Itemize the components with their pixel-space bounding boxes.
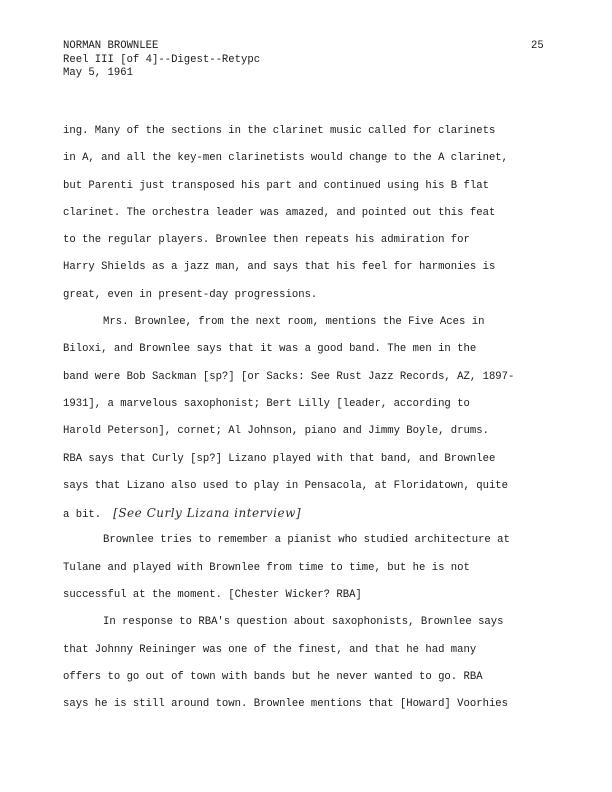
line-text: Harry Shields as a jazz man, and says that his feel for harmonies is bbox=[63, 261, 496, 274]
text-line bbox=[63, 118, 573, 145]
handwritten-annotation: [See Curly Lizana interview] bbox=[113, 506, 302, 521]
line-text: RBA says that Curly [sp?] Lizano played with that band, and Brownlee bbox=[63, 452, 496, 465]
line-text: in A, and all the key-men clarinetists would change to the A clarinet, bbox=[63, 152, 509, 165]
text-line bbox=[63, 336, 573, 363]
text-line bbox=[63, 446, 573, 473]
text-line bbox=[63, 364, 573, 391]
line-text: that Johnny Reininger was one of the finest, and that he had many bbox=[63, 643, 477, 656]
line-text: says that Lizano also used to play in Pensacola, at Floridatown, quite bbox=[63, 479, 509, 492]
line-text: ing. Many of the sections in the clarinet music called for clarinets bbox=[63, 125, 496, 137]
header-name: NORMAN BROWNLEE bbox=[63, 40, 159, 52]
text-line bbox=[63, 527, 573, 554]
line-text: but Parenti just transposed his part and continued using his B flat bbox=[63, 179, 489, 192]
text-line bbox=[63, 555, 573, 582]
line-text: to the regular players. Brownlee then repeats his admiration for bbox=[63, 234, 470, 247]
line-text: successful at the moment. [Chester Wicker? RBA] bbox=[63, 589, 362, 602]
text-line bbox=[63, 282, 573, 309]
text-line bbox=[63, 664, 573, 691]
line-text: says he is still around town. Brownlee mentions that [Howard] Voorhies bbox=[63, 698, 509, 711]
text-line bbox=[63, 309, 573, 336]
text-line bbox=[63, 173, 573, 200]
header-date: May 5, 1961 bbox=[63, 67, 133, 80]
text-line bbox=[63, 473, 573, 500]
line-text: Tulane and played with Brownlee from time to time, but he is not bbox=[63, 561, 470, 574]
text-line bbox=[63, 200, 573, 227]
line-text: Biloxi, and Brownlee says that it was a good band. The men in the bbox=[63, 343, 477, 356]
page-number: 25 bbox=[531, 40, 544, 52]
line-text: great, even in present-day progressions. bbox=[63, 288, 318, 301]
text-line bbox=[63, 145, 573, 172]
text-line bbox=[63, 418, 573, 445]
text-line bbox=[63, 227, 573, 254]
line-text: Harold Peterson], cornet; Al Johnson, piano and Jimmy Boyle, drums. bbox=[63, 425, 489, 438]
header-reel: Reel III [of 4]--Digest--Retypc bbox=[63, 53, 261, 66]
text-line bbox=[63, 582, 573, 609]
transcript-body bbox=[63, 118, 573, 719]
line-text: In response to RBA's question about saxophonists, Brownlee says bbox=[103, 616, 504, 629]
line-text: Brownlee tries to remember a pianist who studied architecture at bbox=[103, 534, 510, 547]
text-line bbox=[63, 637, 573, 664]
text-line bbox=[63, 609, 573, 636]
line-text: Mrs. Brownlee, from the next room, mentions the Five Aces in bbox=[103, 316, 485, 329]
text-line bbox=[63, 500, 573, 527]
line-text: band were Bob Sackman [sp?] [or Sacks: See Rust Jazz Records, AZ, 1897- bbox=[63, 370, 515, 383]
text-line bbox=[63, 691, 573, 718]
line-text: a bit. bbox=[63, 509, 102, 522]
line-text: clarinet. The orchestra leader was amazed, and pointed out this feat bbox=[63, 206, 496, 219]
line-text: 1931], a marvelous saxophonist; Bert Lilly [leader, according to bbox=[63, 397, 470, 410]
line-text: offers to go out of town with bands but he never wanted to go. RBA bbox=[63, 670, 483, 683]
text-line bbox=[63, 391, 573, 418]
text-line bbox=[63, 254, 573, 281]
document-header bbox=[63, 40, 260, 81]
